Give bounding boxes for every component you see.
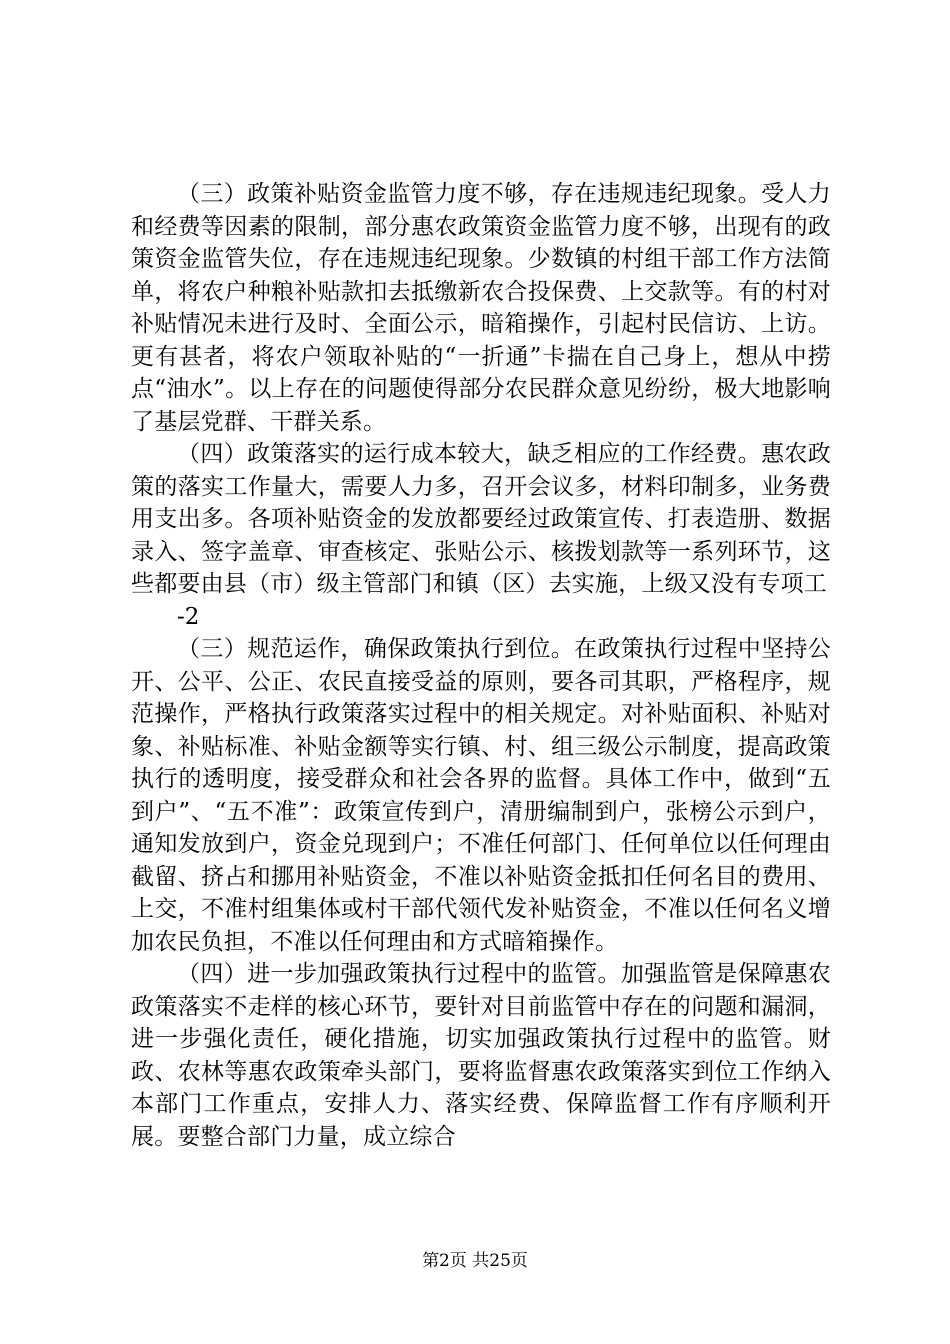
paragraph-operating-cost: （四）政策落实的运行成本较大，缺乏相应的工作经费。惠农政策的落实工作量大，需要人力多，召开会议多，材料印制多，业务费用支出多。各项补贴资金的发放都要经过政策宣传、打表造册、数据录入、签字盖章、审查核定、张贴公示、核拨划款等一系列环节，这些都要由县（市）级主管部门和镇（区）去实施，上级又没有专项工	[131, 441, 831, 597]
paragraph-funds-supervision: （三）政策补贴资金监管力度不够，存在违规违纪现象。受人力和经费等因素的限制，部分惠农政策资金监管力度不够，出现有的政策资金监管失位，存在违规违纪现象。少数镇的村组干部工作方法简单，将农户种粮补贴款扣去抵缴新农合投保费、上交款等。有的村对补贴情况未进行及时、全面公示，暗箱操作，引起村民信访、上访。更有甚者，将农户领取补贴的“一折通”卡揣在自己身上，想从中捞点“油水”。以上存在的问题使得部分农民群众意见纷纷，极大地影响了基层党群、干群关系。	[131, 181, 831, 435]
paragraph-strengthen-supervision: （四）进一步加强政策执行过程中的监管。加强监管是保障惠农政策落实不走样的核心环节，要针对目前监管中存在的问题和漏洞，进一步强化责任，硬化措施，切实加强政策执行过程中的监管。财政、农林等惠农政策牵头部门，要将监督惠农政策落实到位工作纳入本部门工作重点，安排人力、落实经费、保障监督工作有序顺利开展。要整合部门力量，成立综合	[131, 961, 831, 1150]
document-body	[131, 178, 831, 1153]
page-footer: 第2页 共25页	[422, 1251, 528, 1271]
page-marker: -2	[177, 603, 200, 630]
paragraph-standardized-operation: （三）规范运作，确保政策执行到位。在政策执行过程中坚持公开、公平、公正、农民直接受益的原则，要各司其职，严格程序，规范操作，严格执行政策落实过程中的相关规定。对补贴面积、补贴对象、补贴标准、补贴金额等实行镇、村、组三级公示制度，提高政策执行的透明度，接受群众和社会各界的监督。具体工作中，做到“五到户”、“五不准”：政策宣传到户，清册编制到户，张榜公示到户，通知发放到户，资金兑现到户；不准任何部门、任何单位以任何理由截留、挤占和挪用补贴资金，不准以补贴资金抵扣任何名目的费用、上交，不准村组集体或村干部代领代发补贴资金，不准以任何名义增加农民负担，不准以任何理由和方式暗箱操作。	[131, 636, 831, 955]
